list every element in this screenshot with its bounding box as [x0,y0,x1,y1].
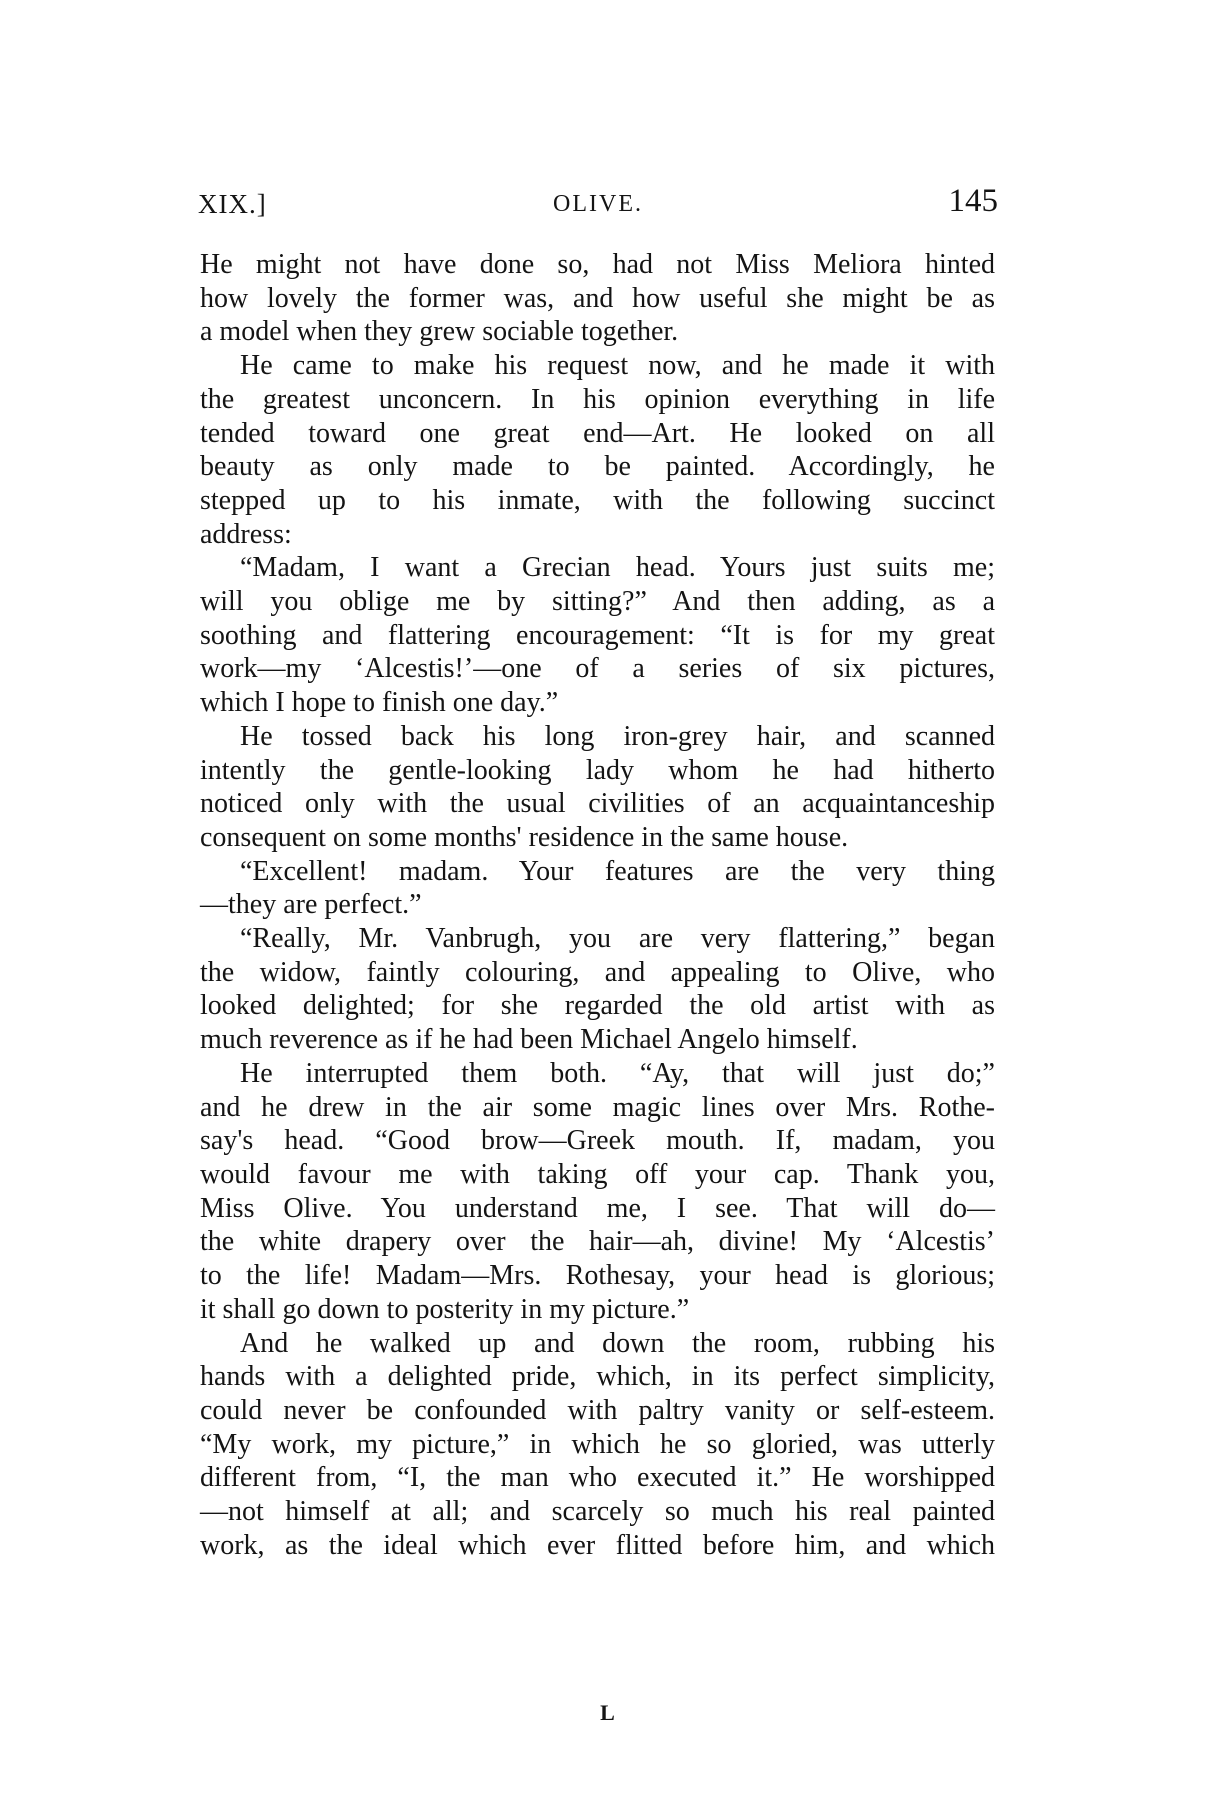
text-line: He tossed back his long iron-grey hair, and scanned [240,720,995,752]
text-line: intently the gentle-looking lady whom he had hitherto [200,754,995,786]
text-line: stepped up to his inmate, with the following succinct [200,484,995,516]
signature-mark: L [600,1700,615,1725]
text-line: work—my ‘Alcestis!’—one of a series of six pictures, [200,653,995,685]
body-text [200,248,995,1562]
text-line: He came to make his request now, and he made it with [240,350,995,382]
text-line: will you oblige me by sitting?” And then adding, as a [200,586,995,618]
text-line: “Excellent! madam. Your features are the very thing [240,855,995,887]
text-line: “My work, my picture,” in which he so gloried, was utterly [200,1428,995,1460]
text-line: —not himself at all; and scarcely so much his real painted [200,1496,995,1528]
text-line: the greatest unconcern. In his opinion everything in life [200,383,995,415]
text-line: a model when they grew sociable together. [200,316,679,348]
text-line: He might not have done so, had not Miss Meliora hinted [200,249,995,280]
text-line: consequent on some months' residence in the same house. [200,821,849,853]
text-line: the white drapery over the hair—ah, divine! My ‘Alcestis’ [200,1226,995,1258]
text-line: “Really, Mr. Vanbrugh, you are very flattering,” began [240,923,995,955]
text-line: Miss Olive. You understand me, I see. That will do— [200,1192,995,1224]
text-line: soothing and flattering encouragement: “It is for my great [200,619,995,651]
text-line: much reverence as if he had been Michael Angelo himself. [200,1024,858,1056]
running-header [198,183,998,223]
text-line: noticed only with the usual civilities of an acquaintanceship [200,788,995,820]
page-number: 145 [948,183,998,219]
chapter-number: XIX.] [198,189,267,219]
text-line: the widow, faintly colouring, and appealing to Olive, who [200,956,995,988]
text-line: how lovely the former was, and how useful she might be as [200,282,995,314]
text-line: could never be confounded with paltry vanity or self-esteem. [200,1394,995,1426]
text-line: beauty as only made to be painted. Accordingly, he [200,451,995,483]
text-line: to the life! Madam—Mrs. Rothesay, your head is glorious; [200,1260,995,1292]
text-line: address: [200,518,292,550]
text-line: “Madam, I want a Grecian head. Yours just suits me; [240,552,995,584]
text-line: looked delighted; for she regarded the old artist with as [200,990,995,1022]
text-line: He interrupted them both. “Ay, that will just do;” [240,1057,995,1089]
text-line: And he walked up and down the room, rubbing his [240,1327,995,1359]
text-line: it shall go down to posterity in my picture.” [200,1293,690,1325]
text-line: which I hope to finish one day.” [200,687,559,719]
text-line: and he drew in the air some magic lines over Mrs. Rothe- [200,1091,995,1123]
text-line: tended toward one great end—Art. He looked on all [200,417,995,449]
text-line: work, as the ideal which ever flitted before him, and which [200,1529,995,1561]
running-title: OLIVE. [553,191,643,217]
text-line: —they are perfect.” [200,889,422,921]
text-line: would favour me with taking off your cap. Thank you, [200,1158,995,1190]
text-line: hands with a delighted pride, which, in its perfect simplicity, [200,1361,995,1393]
text-line: different from, “I, the man who executed it.” He worshipped [200,1462,995,1494]
text-line: say's head. “Good brow—Greek mouth. If, madam, you [200,1125,995,1157]
